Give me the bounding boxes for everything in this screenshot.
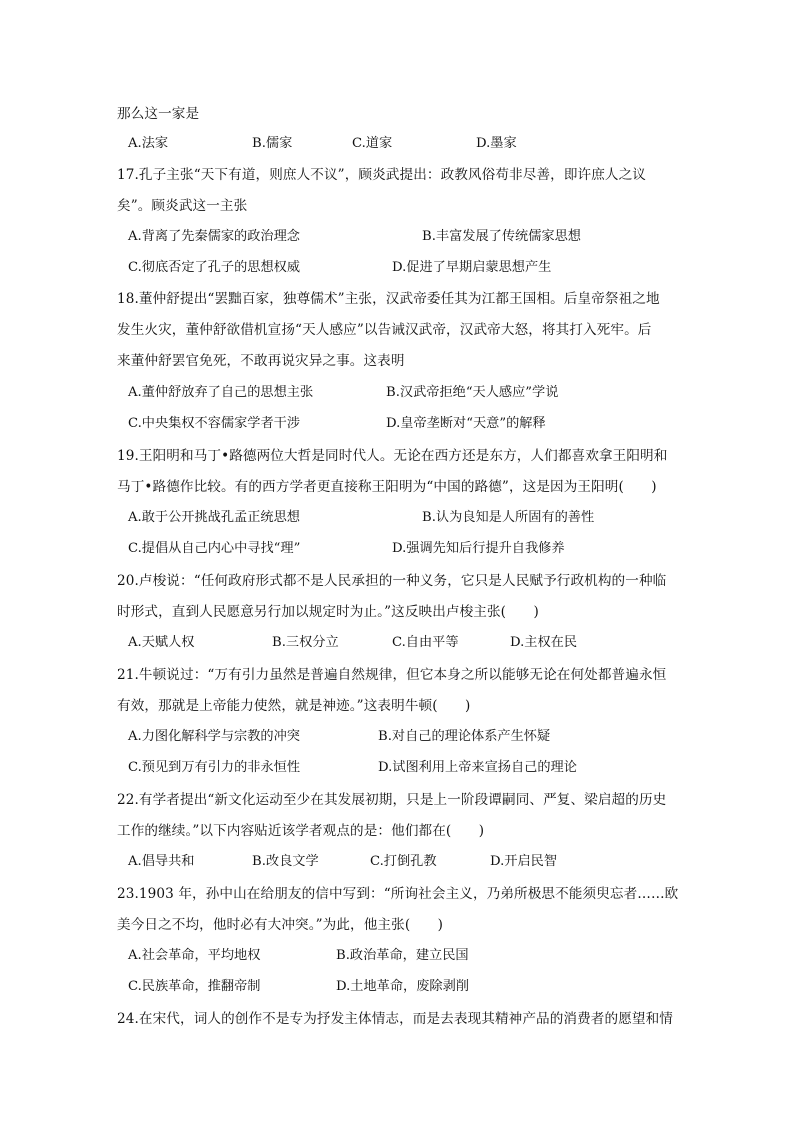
q17-option-a: A.背离了先秦儒家的政治理念 <box>128 229 300 244</box>
question-19-line-1: 19.王阳明和马丁•路德两位大哲是同时代人。无论在西方还是东方，人们都喜欢拿王阳明和 <box>117 448 668 464</box>
question-16-tail: 那么这一家是 <box>117 106 200 122</box>
q16-option-d: D.墨家 <box>476 136 517 151</box>
q20-option-a: A.天赋人权 <box>128 635 195 650</box>
q16-option-c: C.道家 <box>352 136 393 151</box>
question-23-line-2: 美今日之不均，他时必有大冲突。”为此，他主张( ) <box>117 917 444 933</box>
q19-option-d: D.强调先知后行提升自我修养 <box>392 541 565 556</box>
q23-option-c: C.民族革命，推翻帝制 <box>128 979 261 994</box>
question-17-line-1: 17.孔子主张“天下有道，则庶人不议”，顾炎武提出：政教风俗苟非尽善，即许庶人之议 <box>117 167 646 183</box>
question-22-line-2: 工作的继续。”以下内容贴近该学者观点的是：他们都在( ) <box>117 823 485 839</box>
q23-option-a: A.社会革命，平均地权 <box>128 948 261 963</box>
q21-option-c: C.预见到万有引力的非永恒性 <box>128 760 301 775</box>
q23-option-d: D.土地革命，废除剥削 <box>336 979 469 994</box>
q21-option-d: D.试图利用上帝来宣扬自己的理论 <box>378 760 577 775</box>
q16-option-a: A.法家 <box>128 136 169 151</box>
q17-option-b: B.丰富发展了传统儒家思想 <box>422 229 581 244</box>
question-18-line-2: 发生火灾，董仲舒欲借机宣扬“天人感应”以告诫汉武帝，汉武帝大怒，将其打入死牢。后 <box>117 322 652 338</box>
question-23-line-1: 23.1903 年，孙中山在给朋友的信中写到：“所询社会主义，乃弟所极思不能须臾忘者……欧 <box>117 886 679 902</box>
q18-option-d: D.皇帝垄断对“天意”的解释 <box>386 416 546 431</box>
q19-option-a: A.敢于公开挑战孔孟正统思想 <box>128 510 300 525</box>
q17-option-d: D.促进了早期启蒙思想产生 <box>392 260 552 275</box>
question-24-line-1: 24.在宋代，词人的创作不是专为抒发主体情志，而是去表现其精神产品的消费者的愿望和情 <box>117 1011 673 1027</box>
q20-option-d: D.主权在民 <box>510 635 578 650</box>
q22-option-a: A.倡导共和 <box>128 854 195 869</box>
question-21-line-2: 有效，那就是上帝能力使然，就是神迹。”这表明牛顿( ) <box>117 698 471 714</box>
q22-option-c: C.打倒孔教 <box>370 854 437 869</box>
question-21-line-1: 21.牛顿说过：“万有引力虽然是普遍自然规律，但它本身之所以能够无论在何处都普遍永恒 <box>117 667 667 683</box>
q16-option-b: B.儒家 <box>252 136 293 151</box>
q18-option-c: C.中央集权不容儒家学者干涉 <box>128 416 301 431</box>
question-20-line-2: 时形式，直到人民愿意另行加以规定时为止。”这反映出卢梭主张( ) <box>117 604 539 620</box>
question-19-line-2: 马丁•路德作比较。有的西方学者更直接称王阳明为“中国的路德”，这是因为王阳明( ) <box>117 479 657 495</box>
q21-option-b: B.对自己的理论体系产生怀疑 <box>378 729 551 744</box>
q22-option-d: D.开启民智 <box>490 854 558 869</box>
q17-option-c: C.彻底否定了孔子的思想权威 <box>128 260 301 275</box>
q19-option-b: B.认为良知是人所固有的善性 <box>422 510 595 525</box>
q20-option-b: B.三权分立 <box>272 635 339 650</box>
question-18-line-1: 18.董仲舒提出“罢黜百家，独尊儒术”主张，汉武帝委任其为江都王国相。后皇帝祭祖之地 <box>117 291 660 307</box>
q21-option-a: A.力图化解科学与宗教的冲突 <box>128 729 300 744</box>
q22-option-b: B.改良文学 <box>252 854 319 869</box>
question-20-line-1: 20.卢梭说：“任何政府形式都不是人民承担的一种义务，它只是人民赋予行政机构的一种临 <box>117 573 667 589</box>
q20-option-c: C.自由平等 <box>392 635 459 650</box>
question-18-line-3: 来董仲舒罢官免死，不敢再说灾异之事。这表明 <box>117 353 405 369</box>
q19-option-c: C.提倡从自己内心中寻找“理” <box>128 541 301 556</box>
question-17-line-2: 矣”。顾炎武这一主张 <box>117 198 248 214</box>
q18-option-b: B.汉武帝拒绝“天人感应”学说 <box>386 385 559 400</box>
question-22-line-1: 22.有学者提出“新文化运动至少在其发展初期，只是上一阶段谭嗣同、严复、梁启超的历史 <box>117 792 667 808</box>
q18-option-a: A.董仲舒放弃了自己的思想主张 <box>128 385 314 400</box>
q23-option-b: B.政治革命，建立民国 <box>336 948 469 963</box>
